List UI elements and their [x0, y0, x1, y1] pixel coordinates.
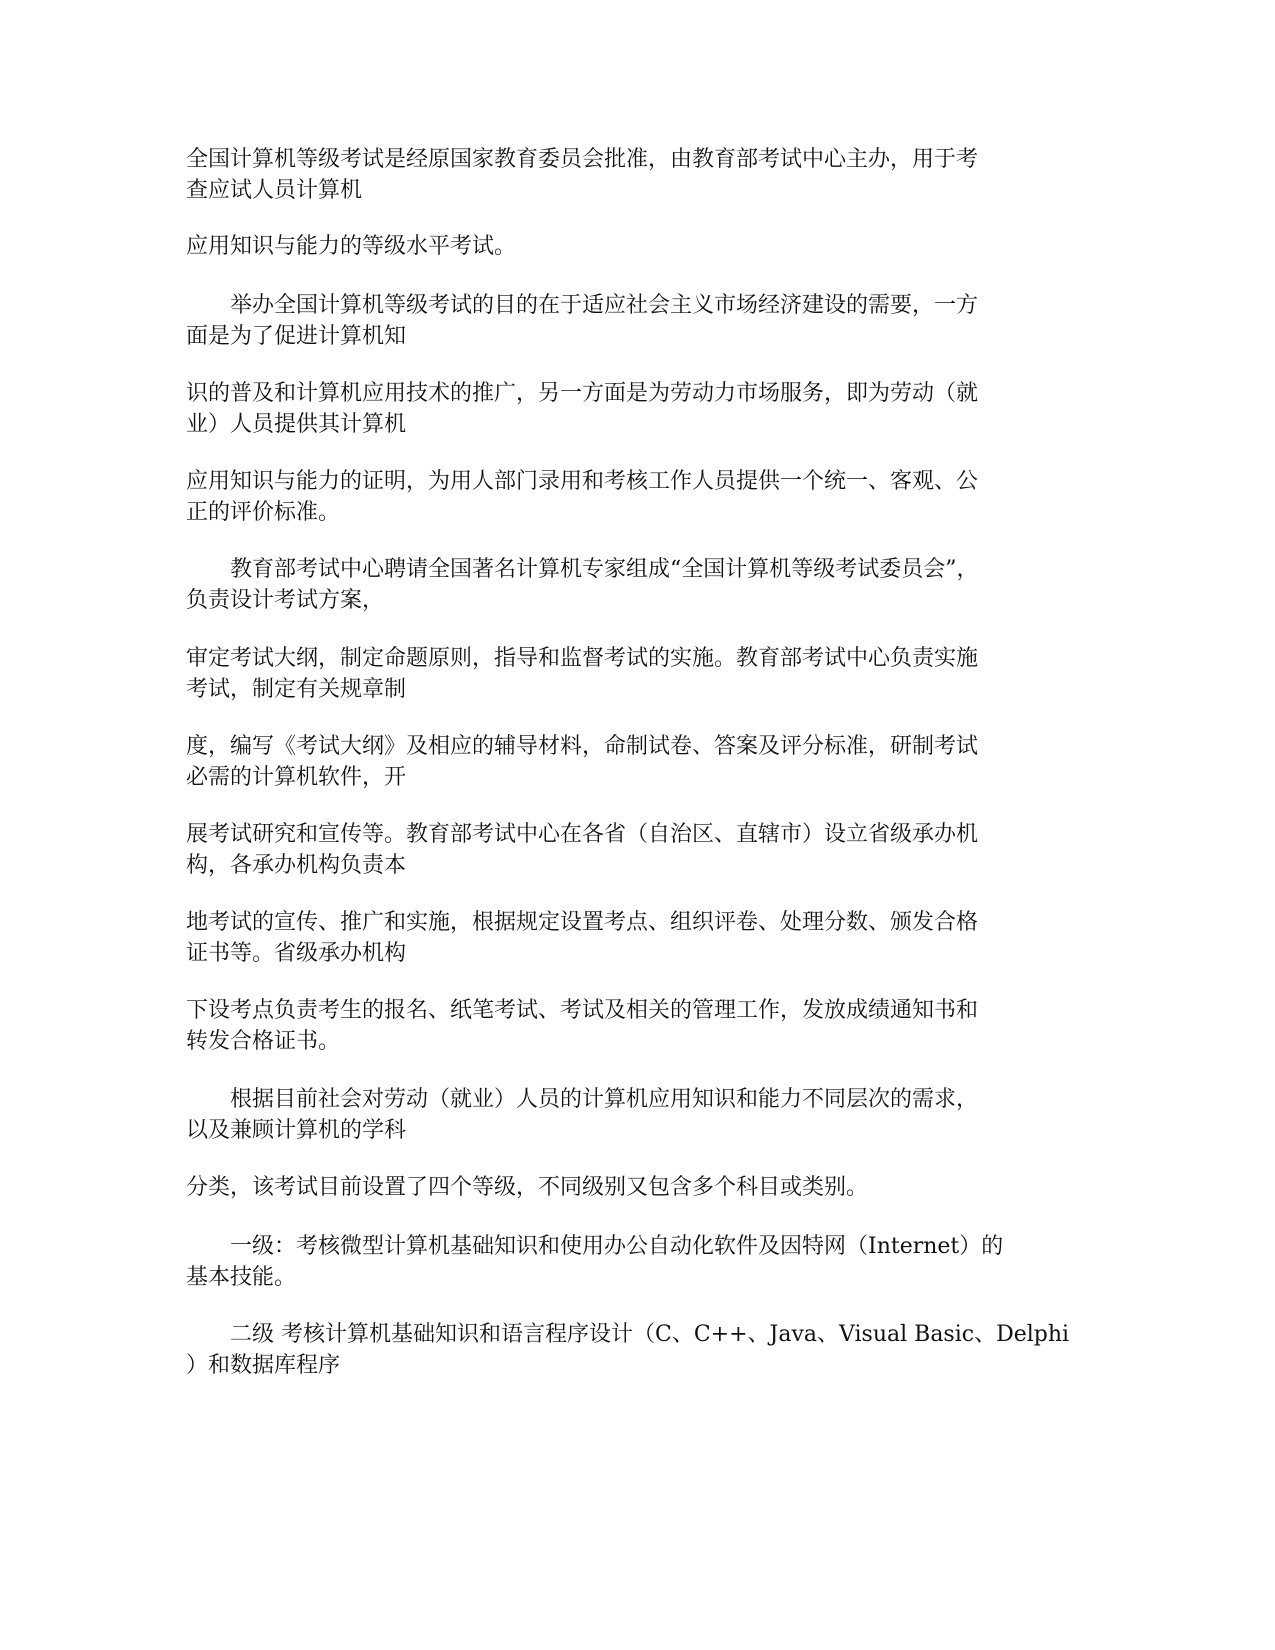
text-line: 一级：考核微型计算机基础知识和使用办公自动化软件及因特网（Internet）的: [186, 1234, 1004, 1259]
paragraph-14: [186, 1231, 1086, 1293]
paragraph-11: [186, 995, 1086, 1057]
text-line: 下设考点负责考生的报名、纸笔考试、考试及相关的管理工作，发放成绩通知书和: [186, 998, 979, 1023]
paragraph-12: [186, 1084, 1086, 1146]
paragraph-3: [186, 290, 1086, 352]
text-line: 必需的计算机软件，开: [186, 765, 407, 790]
text-line: 基本技能。: [186, 1265, 297, 1290]
paragraph-9: [186, 819, 1086, 881]
paragraph-2: [186, 231, 1086, 262]
text-line: 度，编写《考试大纲》及相应的辅导材料，命制试卷、答案及评分标准，研制考试: [186, 734, 979, 759]
text-line: 教育部考试中心聘请全国著名计算机专家组成“全国计算机等级考试委员会”，: [186, 557, 979, 582]
text-line: 识的普及和计算机应用技术的推广，另一方面是为劳动力市场服务，即为劳动（就: [186, 381, 979, 406]
text-line: 审定考试大纲，制定命题原则，指导和监督考试的实施。教育部考试中心负责实施: [186, 646, 979, 671]
text-line: 二级 考核计算机基础知识和语言程序设计（C、C++、Java、Visual Basic、Delphi: [186, 1322, 1070, 1347]
text-line: 证书等。省级承办机构: [186, 941, 407, 966]
text-line: 举办全国计算机等级考试的目的在于适应社会主义市场经济建设的需要，一方: [186, 293, 979, 318]
text-line: 地考试的宣传、推广和实施，根据规定设置考点、组织评卷、处理分数、颁发合格: [186, 910, 979, 935]
text-line: 查应试人员计算机: [186, 178, 363, 203]
text-line: 展考试研究和宣传等。教育部考试中心在各省（自治区、直辖市）设立省级承办机: [186, 822, 979, 847]
text-line: 业）人员提供其计算机: [186, 412, 407, 437]
text-line: 负责设计考试方案，: [186, 588, 385, 613]
paragraph-5: [186, 466, 1086, 528]
text-line: 正的评价标准。: [186, 500, 341, 525]
paragraph-8: [186, 731, 1086, 793]
text-line: 面是为了促进计算机知: [186, 324, 407, 349]
text-line: 全国计算机等级考试是经原国家教育委员会批准，由教育部考试中心主办，用于考: [186, 147, 979, 172]
paragraph-6: [186, 554, 1086, 616]
text-line: 分类，该考试目前设置了四个等级，不同级别又包含多个科目或类别。: [186, 1175, 869, 1200]
text-line: ）和数据库程序: [186, 1353, 341, 1378]
paragraph-4: [186, 378, 1086, 440]
paragraph-10: [186, 907, 1086, 969]
text-line: 考试，制定有关规章制: [186, 677, 407, 702]
text-line: 应用知识与能力的证明，为用人部门录用和考核工作人员提供一个统一、客观、公: [186, 469, 979, 494]
text-line: 根据目前社会对劳动（就业）人员的计算机应用知识和能力不同层次的需求，: [186, 1087, 979, 1112]
paragraph-7: [186, 643, 1086, 705]
paragraph-1: [186, 144, 1086, 206]
text-line: 转发合格证书。: [186, 1029, 341, 1054]
text-line: 应用知识与能力的等级水平考试。: [186, 234, 517, 259]
text-line: 构，各承办机构负责本: [186, 853, 407, 878]
paragraph-13: [186, 1172, 1086, 1203]
paragraph-15: [186, 1319, 1086, 1381]
text-line: 以及兼顾计算机的学科: [186, 1118, 407, 1143]
